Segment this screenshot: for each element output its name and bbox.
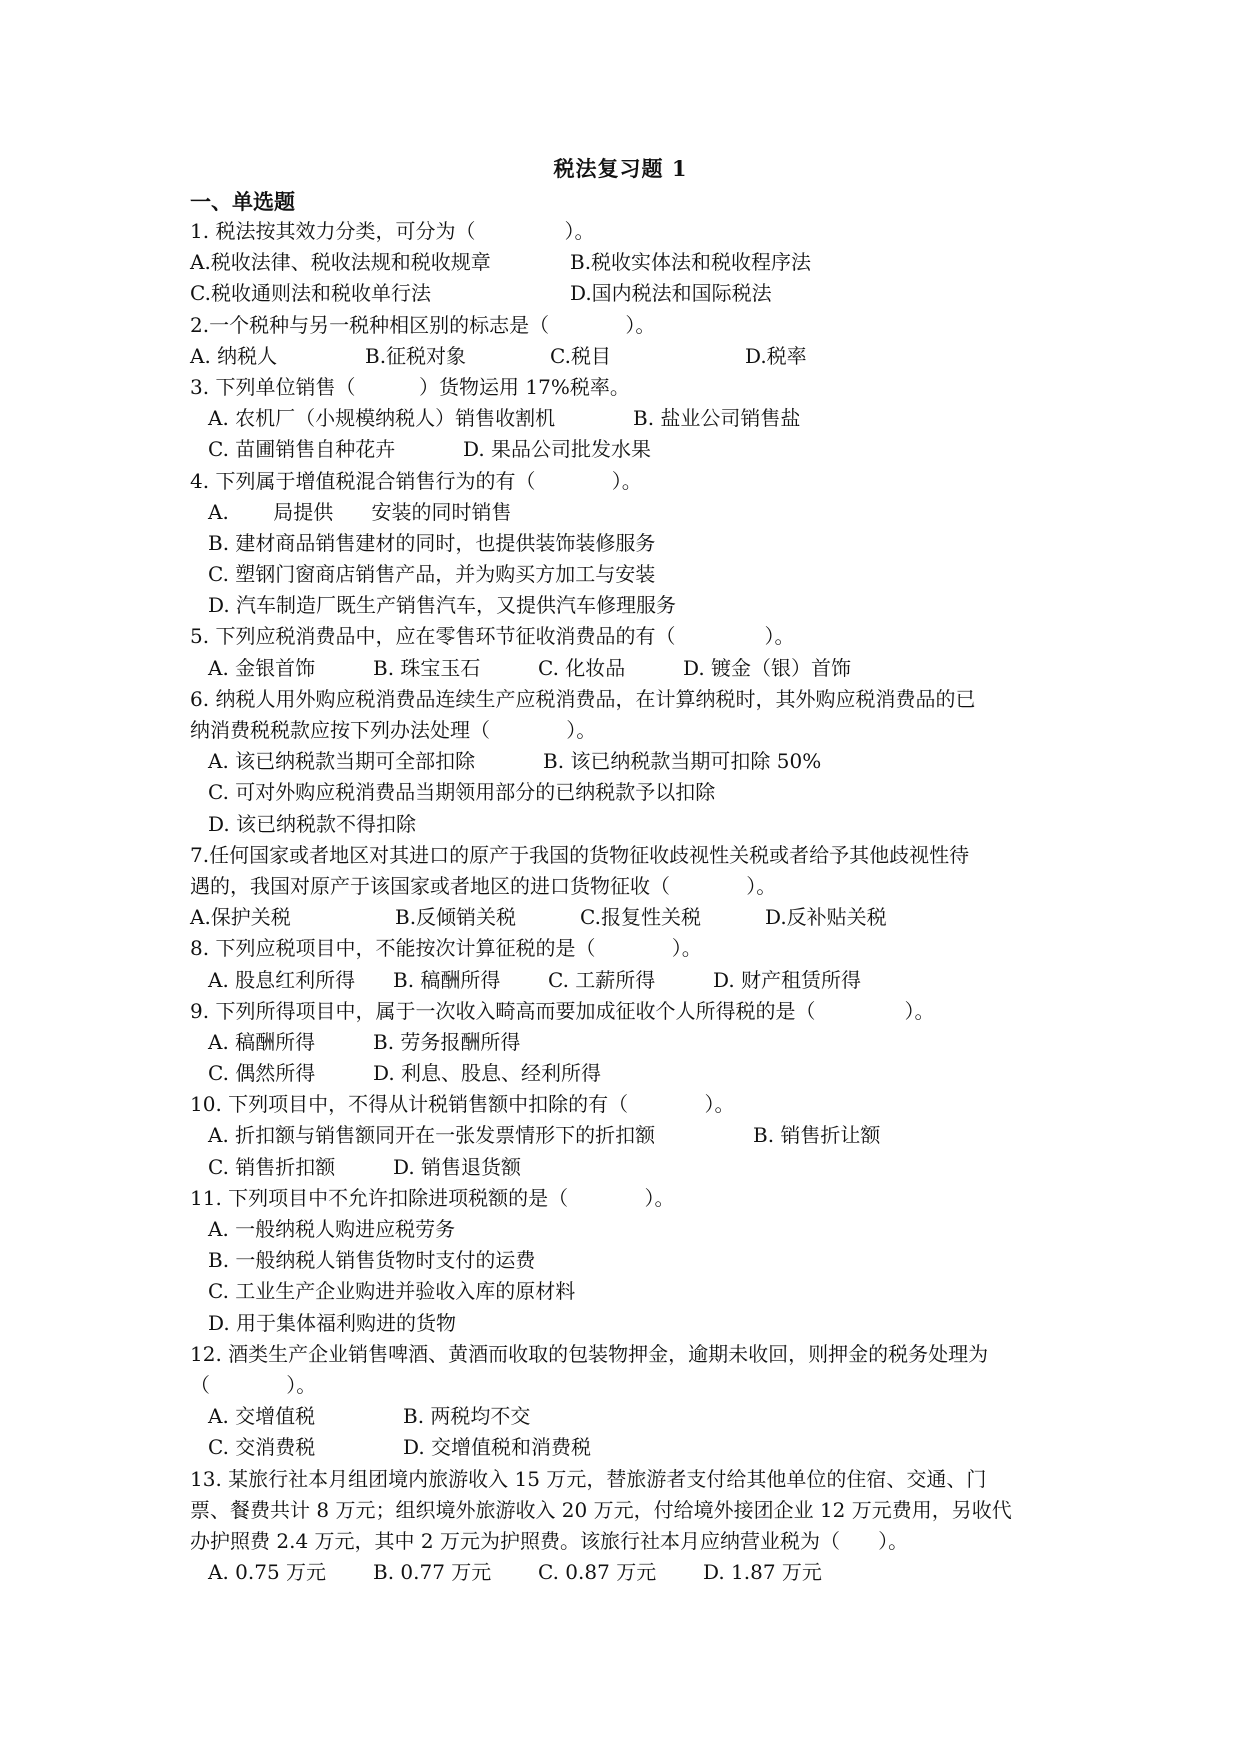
question-line: 11. 下列项目中不允许扣除进项税额的是（ ）。: [190, 1185, 675, 1210]
answer-option: A.保护关税: [190, 905, 291, 930]
question-line: 7.任何国家或者地区对其进口的原产于我国的货物征收歧视性关税或者给予其他歧视性待: [190, 842, 970, 867]
answer-option: C. 苗圃销售自种花卉: [208, 437, 396, 462]
answer-option: A. 折扣额与销售额同开在一张发票情形下的折扣额: [208, 1123, 656, 1148]
option-line: [190, 1027, 1070, 1058]
answer-option: C.报复性关税: [580, 905, 701, 930]
answer-option: D. 交增值税和消费税: [403, 1435, 592, 1460]
answer-option: A. 农机厂（小规模纳税人）销售收割机: [208, 406, 556, 431]
option-line: [190, 965, 1070, 996]
question-line: 遇的，我国对原产于该国家或者地区的进口货物征收（ ）。: [190, 873, 777, 898]
answer-option: A. 股息红利所得: [208, 967, 356, 992]
question-line: D. 该已纳税款不得扣除: [208, 811, 417, 836]
option-line: [190, 746, 1070, 777]
answer-option: C.税目: [550, 343, 611, 368]
question-line: B. 一般纳税人销售货物时支付的运费: [208, 1248, 536, 1273]
question-line: 9. 下列所得项目中，属于一次收入畸高而要加成征收个人所得税的是（ ）。: [190, 998, 935, 1023]
option-line: [190, 1432, 1070, 1463]
answer-option: D. 镀金（银）首饰: [683, 655, 852, 680]
section-heading: 一、单选题: [190, 189, 295, 214]
question-line: 纳消费税税款应按下列办法处理（ ）。: [190, 718, 597, 742]
question-line: C. 工业生产企业购进并验收入库的原材料: [208, 1279, 576, 1304]
question-line: 2.一个税种与另一税种相区别的标志是（ ）。: [190, 312, 656, 337]
option-line: [190, 278, 1070, 309]
answer-option: B.税收实体法和税收程序法: [570, 250, 812, 275]
answer-option: C. 0.87 万元: [538, 1560, 657, 1585]
question-line: 10. 下列项目中，不得从计税销售额中扣除的有（ ）。: [190, 1092, 735, 1117]
answer-option: B. 稿酬所得: [393, 967, 501, 992]
option-line: [190, 341, 1070, 372]
answer-option: B. 盐业公司销售盐: [633, 406, 801, 431]
answer-option: D. 果品公司批发水果: [463, 437, 652, 462]
answer-option: B. 0.77 万元: [373, 1560, 492, 1585]
answer-option: C. 销售折扣额: [208, 1154, 336, 1179]
option-line: [190, 1120, 1070, 1151]
question-line: 12. 酒类生产企业销售啤酒、黄酒而收取的包装物押金，逾期未收回，则押金的税务处理为: [190, 1341, 989, 1366]
answer-option: B. 珠宝玉石: [373, 655, 481, 680]
question-line: 8. 下列应税项目中，不能按次计算征税的是（ ）。: [190, 936, 702, 961]
answer-option: C. 偶然所得: [208, 1061, 316, 1086]
option-line: [190, 902, 1070, 933]
option-line: [190, 653, 1070, 684]
answer-option: A. 纳税人: [190, 343, 278, 368]
question-line: C. 可对外购应税消费品当期领用部分的已纳税款予以扣除: [208, 780, 716, 805]
option-line: [190, 403, 1070, 434]
option-line: [190, 1557, 1070, 1588]
answer-option: D. 财产租赁所得: [713, 967, 862, 992]
answer-option: A. 金银首饰: [208, 655, 316, 680]
answer-option: D. 销售退货额: [393, 1154, 522, 1179]
answer-option: C.税收通则法和税收单行法: [190, 281, 431, 306]
option-line: [190, 1401, 1070, 1432]
question-line: （ ）。: [190, 1372, 317, 1397]
answer-option: D. 1.87 万元: [703, 1560, 822, 1585]
option-line: [190, 1152, 1070, 1183]
answer-option: C. 交消费税: [208, 1435, 316, 1460]
question-line: 5. 下列应税消费品中，应在零售环节征收消费品的有（ ）。: [190, 624, 795, 649]
answer-option: A.税收法律、税收法规和税收规章: [190, 250, 491, 275]
question-line: 13. 某旅行社本月组团境内旅游收入 15 万元，替旅游者支付给其他单位的住宿、交通、门: [190, 1466, 987, 1491]
answer-option: B. 劳务报酬所得: [373, 1029, 521, 1054]
question-line: 票、餐费共计 8 万元；组织境外旅游收入 20 万元，付给境外接团企业 12 万元费用，另收代: [190, 1497, 1012, 1522]
answer-option: A. 该已纳税款当期可全部扣除: [208, 749, 476, 774]
document-title: 税法复习题 1: [553, 156, 688, 181]
answer-option: A. 0.75 万元: [208, 1560, 327, 1585]
question-line: 办护照费 2.4 万元，其中 2 万元为护照费。该旅行社本月应纳营业税为（ ）。: [190, 1528, 909, 1553]
question-line: C. 塑钢门窗商店销售产品，并为购买方加工与安装: [208, 562, 656, 587]
answer-option: D.国内税法和国际税法: [570, 281, 772, 306]
answer-option: B. 销售折让额: [753, 1123, 881, 1148]
question-line: 1. 税法按其效力分类，可分为（ ）。: [190, 219, 595, 243]
answer-option: D. 利息、股息、经利所得: [373, 1061, 602, 1086]
answer-option: D.税率: [745, 343, 807, 368]
answer-option: D.反补贴关税: [765, 905, 887, 930]
answer-option: A. 稿酬所得: [208, 1029, 316, 1054]
answer-option: A. 交增值税: [208, 1404, 316, 1429]
option-line: [190, 1058, 1070, 1089]
option-line: [190, 247, 1070, 278]
question-line: 3. 下列单位销售（ ）货物运用 17%税率。: [190, 374, 630, 399]
answer-option: B. 该已纳税款当期可扣除 50%: [543, 749, 822, 774]
answer-option: C. 化妆品: [538, 655, 626, 680]
question-line: D. 汽车制造厂既生产销售汽车，又提供汽车修理服务: [208, 593, 677, 618]
question-line: 4. 下列属于增值税混合销售行为的有（ ）。: [190, 468, 642, 493]
answer-option: B. 两税均不交: [403, 1404, 531, 1429]
question-line: B. 建材商品销售建材的同时，也提供装饰装修服务: [208, 530, 656, 555]
question-line: D. 用于集体福利购进的货物: [208, 1310, 457, 1335]
answer-option: B.反倾销关税: [395, 905, 517, 930]
answer-option: B.征税对象: [365, 343, 467, 368]
answer-option: C. 工薪所得: [548, 967, 656, 992]
question-line: A. 局提供 安装的同时销售: [208, 499, 512, 524]
question-list: [190, 216, 1070, 1588]
question-line: A. 一般纳税人购进应税劳务: [208, 1217, 456, 1241]
question-line: 6. 纳税人用外购应税消费品连续生产应税消费品，在计算纳税时，其外购应税消费品的已: [190, 686, 976, 711]
option-line: [190, 434, 1070, 465]
